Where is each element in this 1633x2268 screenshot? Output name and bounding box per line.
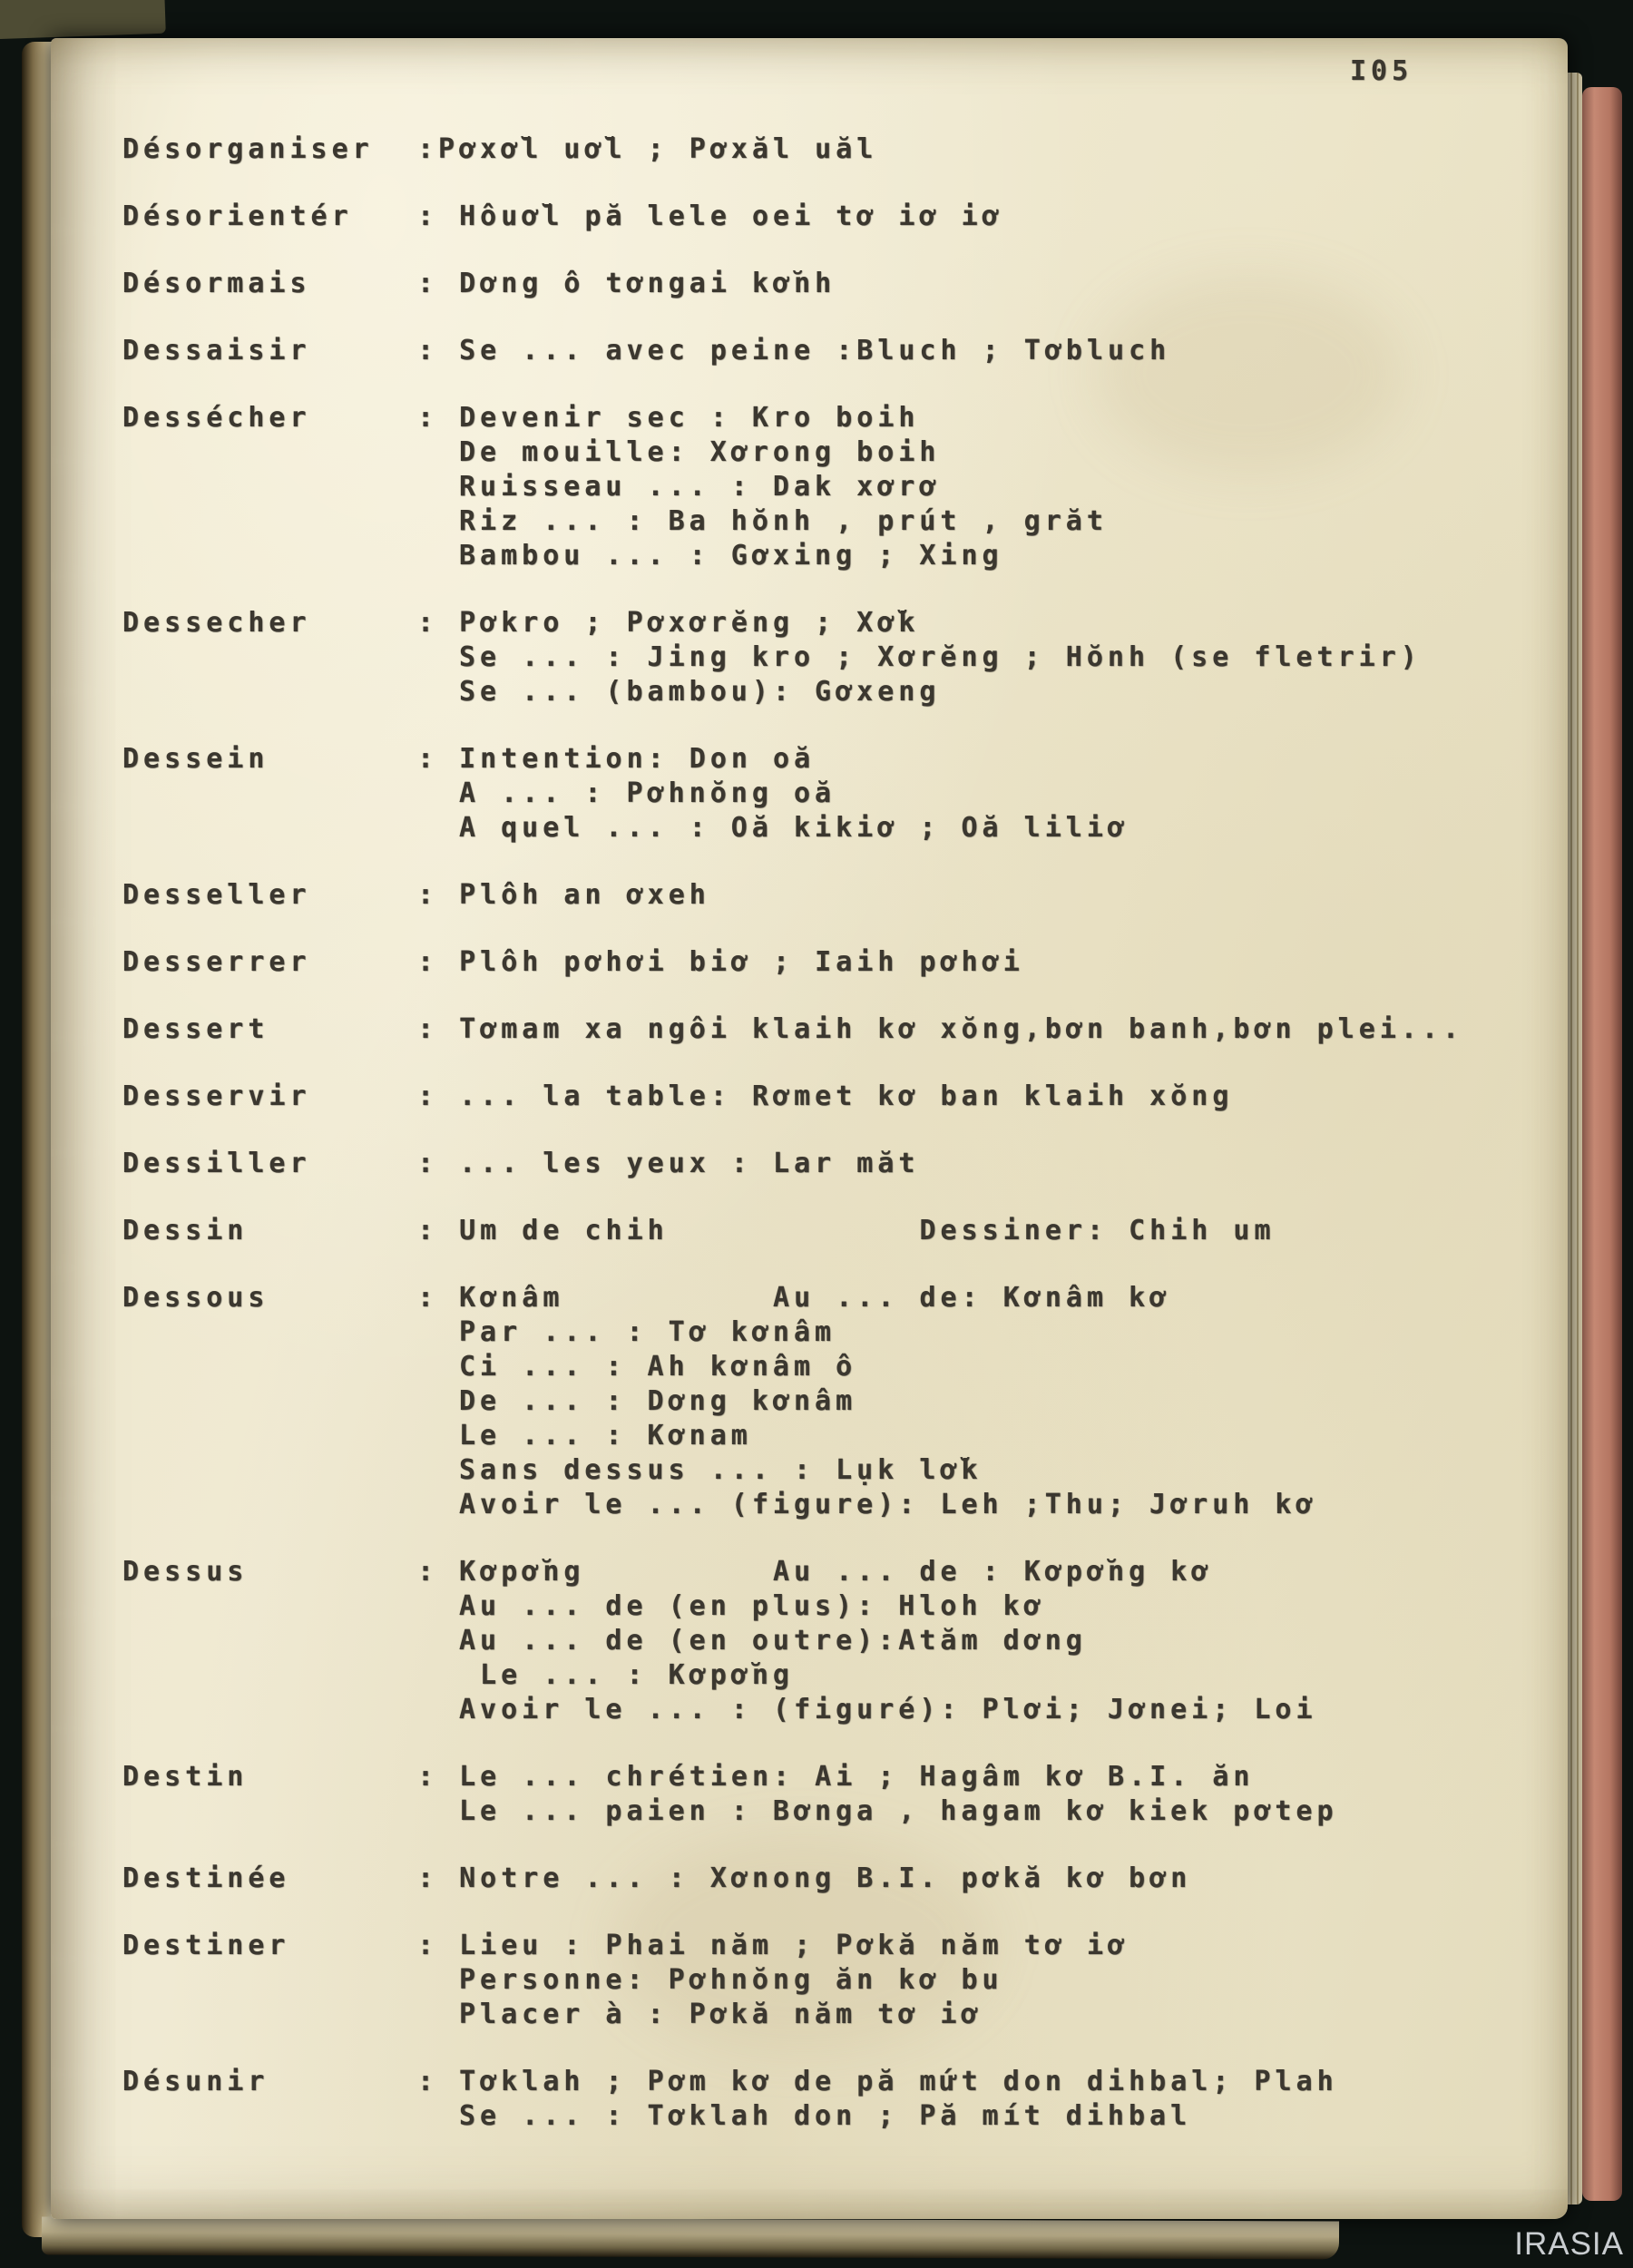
entry-headword: Dessous xyxy=(122,1282,269,1314)
definition-line: Bambou ... : Gơxing ; Xing xyxy=(459,540,1003,572)
entry-headword: Desserrer xyxy=(122,946,311,978)
definition-line: : Kơpơ̆ng Au ... de : Kơpơ̆ng kơ xyxy=(417,1556,1213,1588)
entry-headword: Désorganiser xyxy=(122,133,374,165)
entry-headword: Destiner xyxy=(122,1930,290,1961)
definition-line: : Plôh pơhơi biơ ; Iaih pơhơi xyxy=(417,946,1024,978)
entry-headword: Dessin xyxy=(122,1215,249,1246)
page-stack-right-edge xyxy=(1566,73,1582,2204)
dictionary-entry xyxy=(122,1555,1551,1727)
dictionary-entry xyxy=(122,1929,1551,2032)
definition-line: :Pơxơ̆l uơ̆l ; Pơxăl uăl xyxy=(417,133,878,165)
definition-line: Avoir le ... (figure): Leh ;Thu; Jơruh kơ xyxy=(459,1489,1317,1520)
entry-headword: Dessiller xyxy=(122,1148,311,1179)
entry-definitions xyxy=(417,1555,1551,1727)
entry-definitions xyxy=(417,1760,1551,1829)
entry-definitions xyxy=(417,1147,1551,1181)
definition-line: : Devenir sec : Kro boih xyxy=(417,402,920,434)
dictionary-entry xyxy=(122,1214,1551,1248)
definition-line: : Kơnâm Au ... de: Kơnâm kơ xyxy=(417,1282,1171,1314)
definition-line: : Lieu : Phai năm ; Pơkă năm tơ iơ xyxy=(417,1930,1129,1961)
dictionary-entry xyxy=(122,1760,1551,1829)
dictionary-entry xyxy=(122,2065,1551,2134)
definition-line: Au ... de (en plus): Hloh kơ xyxy=(459,1590,1045,1622)
definition-line: Personne: Pơhnŏng ăn kơ bu xyxy=(459,1964,1003,1996)
entry-definitions xyxy=(417,945,1551,980)
definition-line: Placer à : Pơkă năm tơ iơ xyxy=(459,1999,983,2030)
dictionary-page xyxy=(51,38,1568,2219)
definition-line: De ... : Dơng kơnâm xyxy=(459,1385,857,1417)
entry-definitions xyxy=(417,742,1551,846)
definition-line: : Hôuơ̆l pă lele oei tơ iơ iơ xyxy=(417,200,1003,232)
entry-headword: Dessus xyxy=(122,1556,249,1588)
dictionary-entry xyxy=(122,267,1551,301)
definition-line: Avoir le ... : (figuré): Plơi; Jơnei; Loi xyxy=(459,1694,1317,1725)
entry-headword: Desservir xyxy=(122,1080,311,1112)
definition-line: : Tơmam xa ngôi klaih kơ xŏng,bơn banh,bơn plei... xyxy=(417,1013,1464,1045)
entry-headword: Dessert xyxy=(122,1013,269,1045)
entries-list xyxy=(122,132,1551,2166)
definition-line: Sans dessus ... : Lụk lơ̆k xyxy=(459,1454,983,1486)
definition-line: : Tơklah ; Pơm kơ de pă mứt don dihbal; Plah xyxy=(417,2066,1338,2097)
definition-line: : Plôh an ơxeh xyxy=(417,879,710,911)
entry-definitions xyxy=(417,606,1551,709)
dictionary-entry xyxy=(122,132,1551,167)
entry-headword: Dessein xyxy=(122,743,269,775)
entry-headword: Destin xyxy=(122,1761,249,1793)
entry-definitions xyxy=(417,1012,1551,1047)
definition-line: Au ... de (en outre):Atăm dơng xyxy=(459,1625,1087,1657)
entry-headword: Dessecher xyxy=(122,607,311,639)
dictionary-entry xyxy=(122,945,1551,980)
irasia-watermark: IRASIA xyxy=(1514,2226,1624,2262)
definition-line: : Um de chih Dessiner: Chih um xyxy=(417,1215,1276,1246)
entry-definitions xyxy=(417,2065,1551,2134)
entry-definitions xyxy=(417,1929,1551,2032)
definition-line: : ... la table: Rơmet kơ ban klaih xŏng xyxy=(417,1080,1234,1112)
dictionary-entry xyxy=(122,200,1551,234)
definition-line: : ... les yeux : Lar măt xyxy=(417,1148,920,1179)
definition-line: : Intention: Don oă xyxy=(417,743,816,775)
definition-line: Riz ... : Ba hŏnh , prút , grăt xyxy=(459,505,1108,537)
dictionary-entry xyxy=(122,1080,1551,1114)
definition-line: : Se ... avec peine :Bluch ; Tơbluch xyxy=(417,335,1171,367)
dictionary-entry xyxy=(122,1862,1551,1896)
definition-line: : Dơng ô tơngai kơ̆nh xyxy=(417,268,836,299)
definition-line: Ruisseau ... : Dak xơrơ xyxy=(459,471,941,503)
definition-line: : Pơkro ; Pơxơrĕng ; Xơ̆k xyxy=(417,607,920,639)
entry-definitions xyxy=(417,1862,1551,1896)
entry-headword: Dessécher xyxy=(122,402,311,434)
entry-headword: Dessaisir xyxy=(122,335,311,367)
definition-line: Le ... paien : Bơnga , hagam kơ kiek pơtep xyxy=(459,1795,1338,1827)
entry-headword: Désormais xyxy=(122,268,311,299)
definition-line: A ... : Pơhnŏng oă xyxy=(459,777,836,809)
page-number: I05 xyxy=(1350,55,1413,87)
dictionary-entry xyxy=(122,1012,1551,1047)
definition-line: Ci ... : Ah kơnâm ô xyxy=(459,1351,857,1383)
dictionary-entry xyxy=(122,401,1551,573)
entry-definitions xyxy=(417,401,1551,573)
entry-definitions xyxy=(417,267,1551,301)
entry-headword: Desseller xyxy=(122,879,311,911)
entry-definitions xyxy=(417,334,1551,368)
dictionary-entry xyxy=(122,878,1551,913)
definition-line: De mouille: Xơrong boih xyxy=(459,436,941,468)
definition-line: Par ... : Tơ kơnâm xyxy=(459,1316,836,1348)
book-cover-edge xyxy=(1582,87,1622,2201)
entry-definitions xyxy=(417,878,1551,913)
dictionary-entry xyxy=(122,1147,1551,1181)
definition-line: Le ... : Kơnam xyxy=(459,1420,752,1452)
entry-headword: Désorientér xyxy=(122,200,353,232)
entry-headword: Désunir xyxy=(122,2066,269,2097)
dictionary-entry xyxy=(122,1281,1551,1522)
entry-definitions xyxy=(417,1080,1551,1114)
entry-definitions xyxy=(417,132,1551,167)
dictionary-entry xyxy=(122,606,1551,709)
entry-definitions xyxy=(417,200,1551,234)
definition-line: A quel ... : Oă kikiơ ; Oă liliơ xyxy=(459,812,1129,844)
dictionary-entry xyxy=(122,742,1551,846)
definition-line: Se ... : Jing kro ; Xơrĕng ; Hŏnh (se fletrir) xyxy=(459,641,1422,673)
entry-headword: Destinée xyxy=(122,1862,290,1894)
entry-definitions xyxy=(417,1214,1551,1248)
definition-line: : Le ... chrétien: Ai ; Hagâm kơ B.I. ăn xyxy=(417,1761,1255,1793)
page-stack-bottom-edge xyxy=(42,2217,1339,2260)
definition-line: : Notre ... : Xơnong B.I. pơkă kơ bơn xyxy=(417,1862,1192,1894)
page-stack-left-edge xyxy=(22,42,53,2237)
dictionary-entry xyxy=(122,334,1551,368)
definition-line: Le ... : Kơpơ̆ng xyxy=(459,1659,794,1691)
definition-line: Se ... : Tơklah don ; Pă mít dihbal xyxy=(459,2100,1192,2132)
entry-definitions xyxy=(417,1281,1551,1522)
definition-line: Se ... (bambou): Gơxeng xyxy=(459,676,941,708)
binding-corner-patch xyxy=(0,0,166,39)
